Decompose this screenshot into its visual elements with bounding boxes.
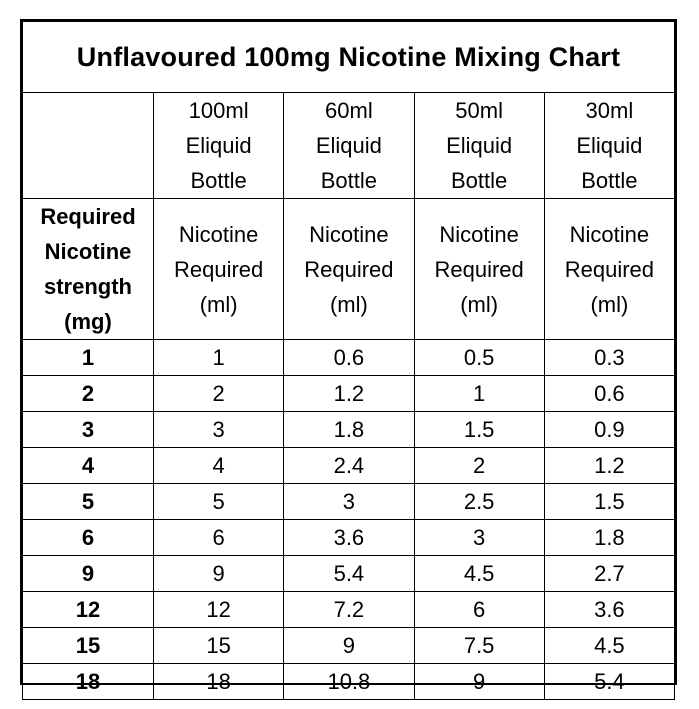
value-cell-60ml: 3.6 [284,520,414,556]
row-header-strength [23,199,154,340]
header-50ml-size: 50ml [455,98,503,123]
strength-cell: 6 [23,520,154,556]
sublabel-line: Nicotine [178,221,259,247]
sublabel-30ml [544,199,674,340]
row-header-line: (mg) [64,309,112,334]
value-cell-60ml: 3 [284,484,414,520]
sublabel-60ml [284,199,414,340]
strength-cell: 4 [23,448,154,484]
value-cell-50ml: 2 [414,448,544,484]
value-cell-30ml: 3.6 [544,592,674,628]
table-row [23,376,675,412]
table-row [23,448,675,484]
sublabel-line: (ml) [199,291,238,317]
sublabel-line: (ml) [329,291,368,317]
header-30ml [544,93,674,199]
value-cell-100ml: 2 [154,376,284,412]
value-cell-60ml: 10.8 [284,664,414,700]
header-100ml [154,93,284,199]
value-cell-100ml: 1 [154,340,284,376]
header-60ml [284,93,414,199]
strength-cell: 5 [23,484,154,520]
empty-corner-cell [23,93,154,199]
mixing-table [22,21,675,700]
sublabel-line: Required [564,256,655,282]
table-row [23,628,675,664]
sublabel-100ml [154,199,284,340]
chart-title: Unflavoured 100mg Nicotine Mixing Chart [23,22,675,93]
bottle-header-row [23,93,675,199]
value-cell-100ml: 4 [154,448,284,484]
header-60ml-size: 60ml [325,98,373,123]
value-cell-50ml: 2.5 [414,484,544,520]
sublabel-line: (ml) [590,291,629,317]
table-row [23,520,675,556]
value-cell-50ml: 6 [414,592,544,628]
value-cell-60ml: 7.2 [284,592,414,628]
value-cell-100ml: 12 [154,592,284,628]
strength-cell: 12 [23,592,154,628]
value-cell-50ml: 1 [414,376,544,412]
table-row [23,412,675,448]
sublabel-line: (ml) [460,291,499,317]
strength-cell: 3 [23,412,154,448]
value-cell-60ml: 2.4 [284,448,414,484]
value-cell-60ml: 5.4 [284,556,414,592]
table-row [23,664,675,700]
row-header-line: Required [40,204,136,229]
value-cell-30ml: 1.5 [544,484,674,520]
table-row [23,556,675,592]
header-30ml-eliquid: Eliquid [576,133,643,158]
value-cell-30ml: 2.7 [544,556,674,592]
strength-cell: 9 [23,556,154,592]
value-cell-60ml: 9 [284,628,414,664]
value-cell-100ml: 5 [154,484,284,520]
value-cell-100ml: 6 [154,520,284,556]
mixing-chart [20,19,677,694]
strength-cell: 2 [23,376,154,412]
value-cell-50ml: 0.5 [414,340,544,376]
row-header-line: Nicotine [44,239,132,264]
value-cell-50ml: 9 [414,664,544,700]
sublabel-line: Required [434,256,524,282]
table-row [23,340,675,376]
value-cell-100ml: 15 [154,628,284,664]
value-cell-30ml: 0.3 [544,340,674,376]
value-cell-100ml: 9 [154,556,284,592]
header-100ml-bottle: Bottle [190,168,247,193]
header-30ml-bottle: Bottle [581,168,638,193]
table-row [23,592,675,628]
header-60ml-bottle: Bottle [320,168,377,193]
value-cell-30ml: 4.5 [544,628,674,664]
value-cell-30ml: 5.4 [544,664,674,700]
value-cell-50ml: 4.5 [414,556,544,592]
value-cell-30ml: 0.6 [544,376,674,412]
header-100ml-size: 100ml [188,98,249,123]
value-cell-60ml: 1.8 [284,412,414,448]
header-50ml-bottle: Bottle [450,168,508,193]
header-60ml-eliquid: Eliquid [315,133,382,158]
sublabel-row [23,199,675,340]
strength-cell: 1 [23,340,154,376]
table-row [23,484,675,520]
header-100ml-eliquid: Eliquid [185,133,252,158]
value-cell-30ml: 1.2 [544,448,674,484]
strength-cell: 15 [23,628,154,664]
header-50ml-eliquid: Eliquid [446,133,513,158]
value-cell-30ml: 0.9 [544,412,674,448]
value-cell-50ml: 3 [414,520,544,556]
value-cell-100ml: 18 [154,664,284,700]
value-cell-100ml: 3 [154,412,284,448]
strength-cell: 18 [23,664,154,700]
header-30ml-size: 30ml [585,98,634,123]
sublabel-50ml [414,199,544,340]
row-header-line: strength [44,274,132,299]
value-cell-30ml: 1.8 [544,520,674,556]
sublabel-line: Nicotine [569,221,650,247]
header-50ml [414,93,544,199]
value-cell-60ml: 0.6 [284,340,414,376]
value-cell-50ml: 7.5 [414,628,544,664]
value-cell-50ml: 1.5 [414,412,544,448]
sublabel-line: Required [173,256,264,282]
sublabel-line: Required [304,256,394,282]
sublabel-line: Nicotine [309,221,389,247]
value-cell-60ml: 1.2 [284,376,414,412]
sublabel-line: Nicotine [439,221,519,247]
